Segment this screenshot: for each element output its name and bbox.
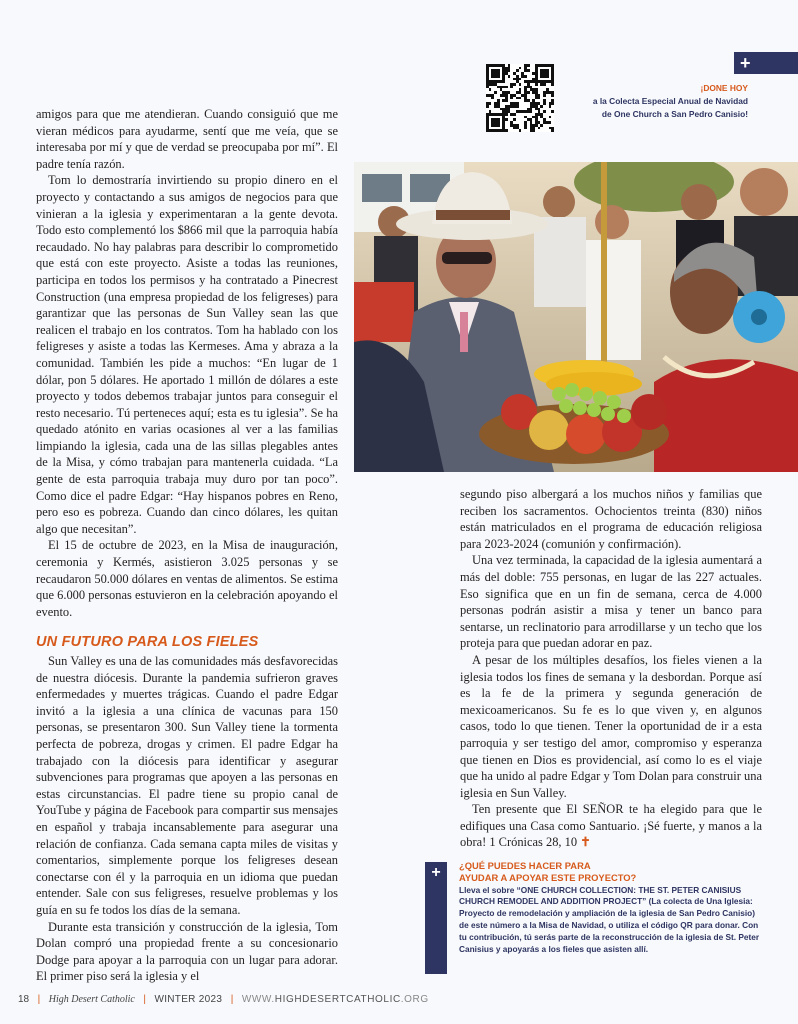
left-paragraph-1: amigos para que me atendieran. Cuando consiguió que me vieran médicos para ayudarme, sentí que me veía, que se interesaba por mí y que de verdad se preocupaba por mí”. El padre tenía razón. [36,107,338,171]
qr-code-icon[interactable] [486,64,554,132]
scripture-quote: Ten presente que El SEÑOR te ha elegido para que le edifiques una Casa como Santuario. ¡Sé fuerte, y manos a la obra! 1 Crónicas 28, 10 [460,802,762,850]
left-paragraph-2: Tom lo demostraría invirtiendo su propio dinero en el proyecto y contactando a sus amigos de negocios para que vinieran a la iglesia y experimentaran a la gente devota. Todo esto complementó los $866 mil que la parroquia había recaudado. No hay palabras para describir lo comprometido que está con este proyecto. Asiste a todas las reuniones, participa en todos los permisos y ha contratado a Pinecrest Construction (una empresa propiedad de los feligreses) para garantizar que las personas de Sun Valley sean las que realicen el trabajo en los contratos. Tom ha hablado con los feligreses y asiste a todas las Kermeses. Ama y abraza a la comunidad. También les pide a muchos: “En lugar de 1 dólar, pon 5 dólares. He aportado 1 millón de dólares a este proyecto y todos debemos trabajar juntos para conseguir el resto necesario. Tú perteneces aquí; esta es tu iglesia”. Se ha quedado atónito en varias ocasiones al ver a las familias limpiando la iglesia, cada una de las sillas plegables antes de la Misa, y cómo trabajan para mantenerla cuidada. “La gente de esta parroquia trabaja muy duro por tan poco”. Como dice el padre Edgar: “Hay hispanos pobres en Reno, pero eso es pobreza. Cuando dan cinco dólares, les quitan algo que necesitan”. [36,173,338,536]
donate-plus-tab [734,52,798,74]
plus-icon: + [431,864,441,881]
footer-separator: | [143,994,146,1005]
publication-name: High Desert Catholic [48,994,135,1005]
right-paragraph-1: segundo piso albergará a los muchos niños y familias que reciben los sacramentos. Ochocientos treinta (830) niños están matriculados en el programa de educación religiosa para 2023-2024 (comunión y confirmación). [460,487,762,551]
url-suffix: .ORG [400,994,429,1005]
footer-separator: | [37,994,41,1005]
url-prefix: WWW. [241,994,275,1005]
donate-line-2: a la Colecta Especial Anual de Navidad [592,96,748,106]
help-box-title-2: AYUDAR A APOYAR ESTE PROYECTO? [459,871,637,883]
help-box [459,860,763,955]
right-paragraph-4 [460,801,762,851]
donate-title: ¡DONE HOY [700,83,748,93]
right-paragraph-3: A pesar de los múltiples desafíos, los fieles vienen a la iglesia todos los fines de semana y la desbordan. Porque así es la fe de la primera y segunda generación de mexicoamericanos. Su fe es lo que viven y, en algunos casos, todo lo que tienen. Tener la oportunidad de ir a esta parroquia y ser testigo del amor, compromiso y esperanza que tienen en Dios es providencial, así como lo es el viaje que ha unido al padre Edgar y Tom Dolan para construir una iglesia en Sun Valley. [460,652,762,800]
help-box-body: Lleva el sobre “ONE CHURCH COLLECTION: THE ST. PETER CANISIUS CHURCH REMODEL AND ADDITION PROJECT” (La colecta de Una Iglesia: Proyecto de remodelación y ampliación de la iglesia de San Pedro Canisio) de este número a la Misa de Navidad, o utiliza el código QR para donar. Con tu contribución, tú serás parte de la reconstrucción de la iglesia de St. Peter Canisius y apoyarás a los fieles que asisten allí. [459,884,760,954]
footer-separator: | [230,994,234,1005]
plus-icon: + [740,53,751,73]
donate-callout [560,82,748,121]
end-cross-icon: ✝ [580,835,591,850]
help-box-title-1: ¿QUÉ PUEDES HACER PARA [459,860,591,871]
help-box-plus-bar [425,862,447,974]
section-heading: UN FUTURO PARA LOS FIELES [36,634,259,651]
left-paragraph-5: Durante esta transición y construcción de la iglesia, Tom Dolan compró una propiedad frente a su concesionario Dodge para apoyar a la parroquia con un lugar para adorar. El primer piso será la iglesia y el [36,919,338,984]
right-paragraph-2: Una vez terminada, la capacidad de la iglesia aumentará a más del doble: 755 personas, en lugar de las 227 actuales. Eso significa que en un fin de semana, cerca de 4.000 personas podrán asistir a misa y tener un banco para sentarse, un reclinatorio para arrodillarse y un techo que los proteja para que puedan adorar en paz. [460,553,762,651]
left-paragraph-3: El 15 de octubre de 2023, en la Misa de inauguración, ceremonia y Kermés, asistieron 3.025 personas y se recaudaron 50.000 dólares en ventas de alimentos. Se estima que 6.000 personas estuvieron en la celebración apoyando el evento. [36,538,338,619]
left-column [36,106,338,985]
qr-module [551,129,554,132]
issue-label: WINTER 2023 [154,994,223,1005]
photo-illustration [354,162,798,472]
donate-line-3: de One Church a San Pedro Canisio! [601,109,748,119]
left-paragraph-4: Sun Valley es una de las comunidades más desfavorecidas de nuestra diócesis. Durante la pandemia sufrieron graves enfermedades y muertes trágicas. Cuando el padre Edgar invitó a la iglesia a una clínica de vacunas para 150 personas, se presentaron 300. Sun Valley tiene la tormenta perfecta de pobreza, drogas y crimen. El padre Edgar ha trabajado con la diócesis para identificar y asegurar subvenciones para programas que apoyen a las personas en estas circunstancias. El padre tiene su propio canal de YouTube y página de Facebook para compartir sus mensajes en español y trabaja incansablemente para asegurar una relación de confianza. Cada semana capta miles de visitas y comentarios, simplemente porque los feligreses desean conectarse con él y la parroquia en un idioma que puedan entender. Sale con sus feligreses, resuelve problemas y los guía en su fe todos los días de la semana. [36,654,338,917]
website-link[interactable] [242,994,429,1005]
footer [18,994,778,1006]
page-number: 18 [18,994,30,1005]
url-main: HIGHDESERTCATHOLIC [274,994,401,1005]
right-column [460,486,762,851]
photo-priest-with-fruit-basket [354,162,798,472]
